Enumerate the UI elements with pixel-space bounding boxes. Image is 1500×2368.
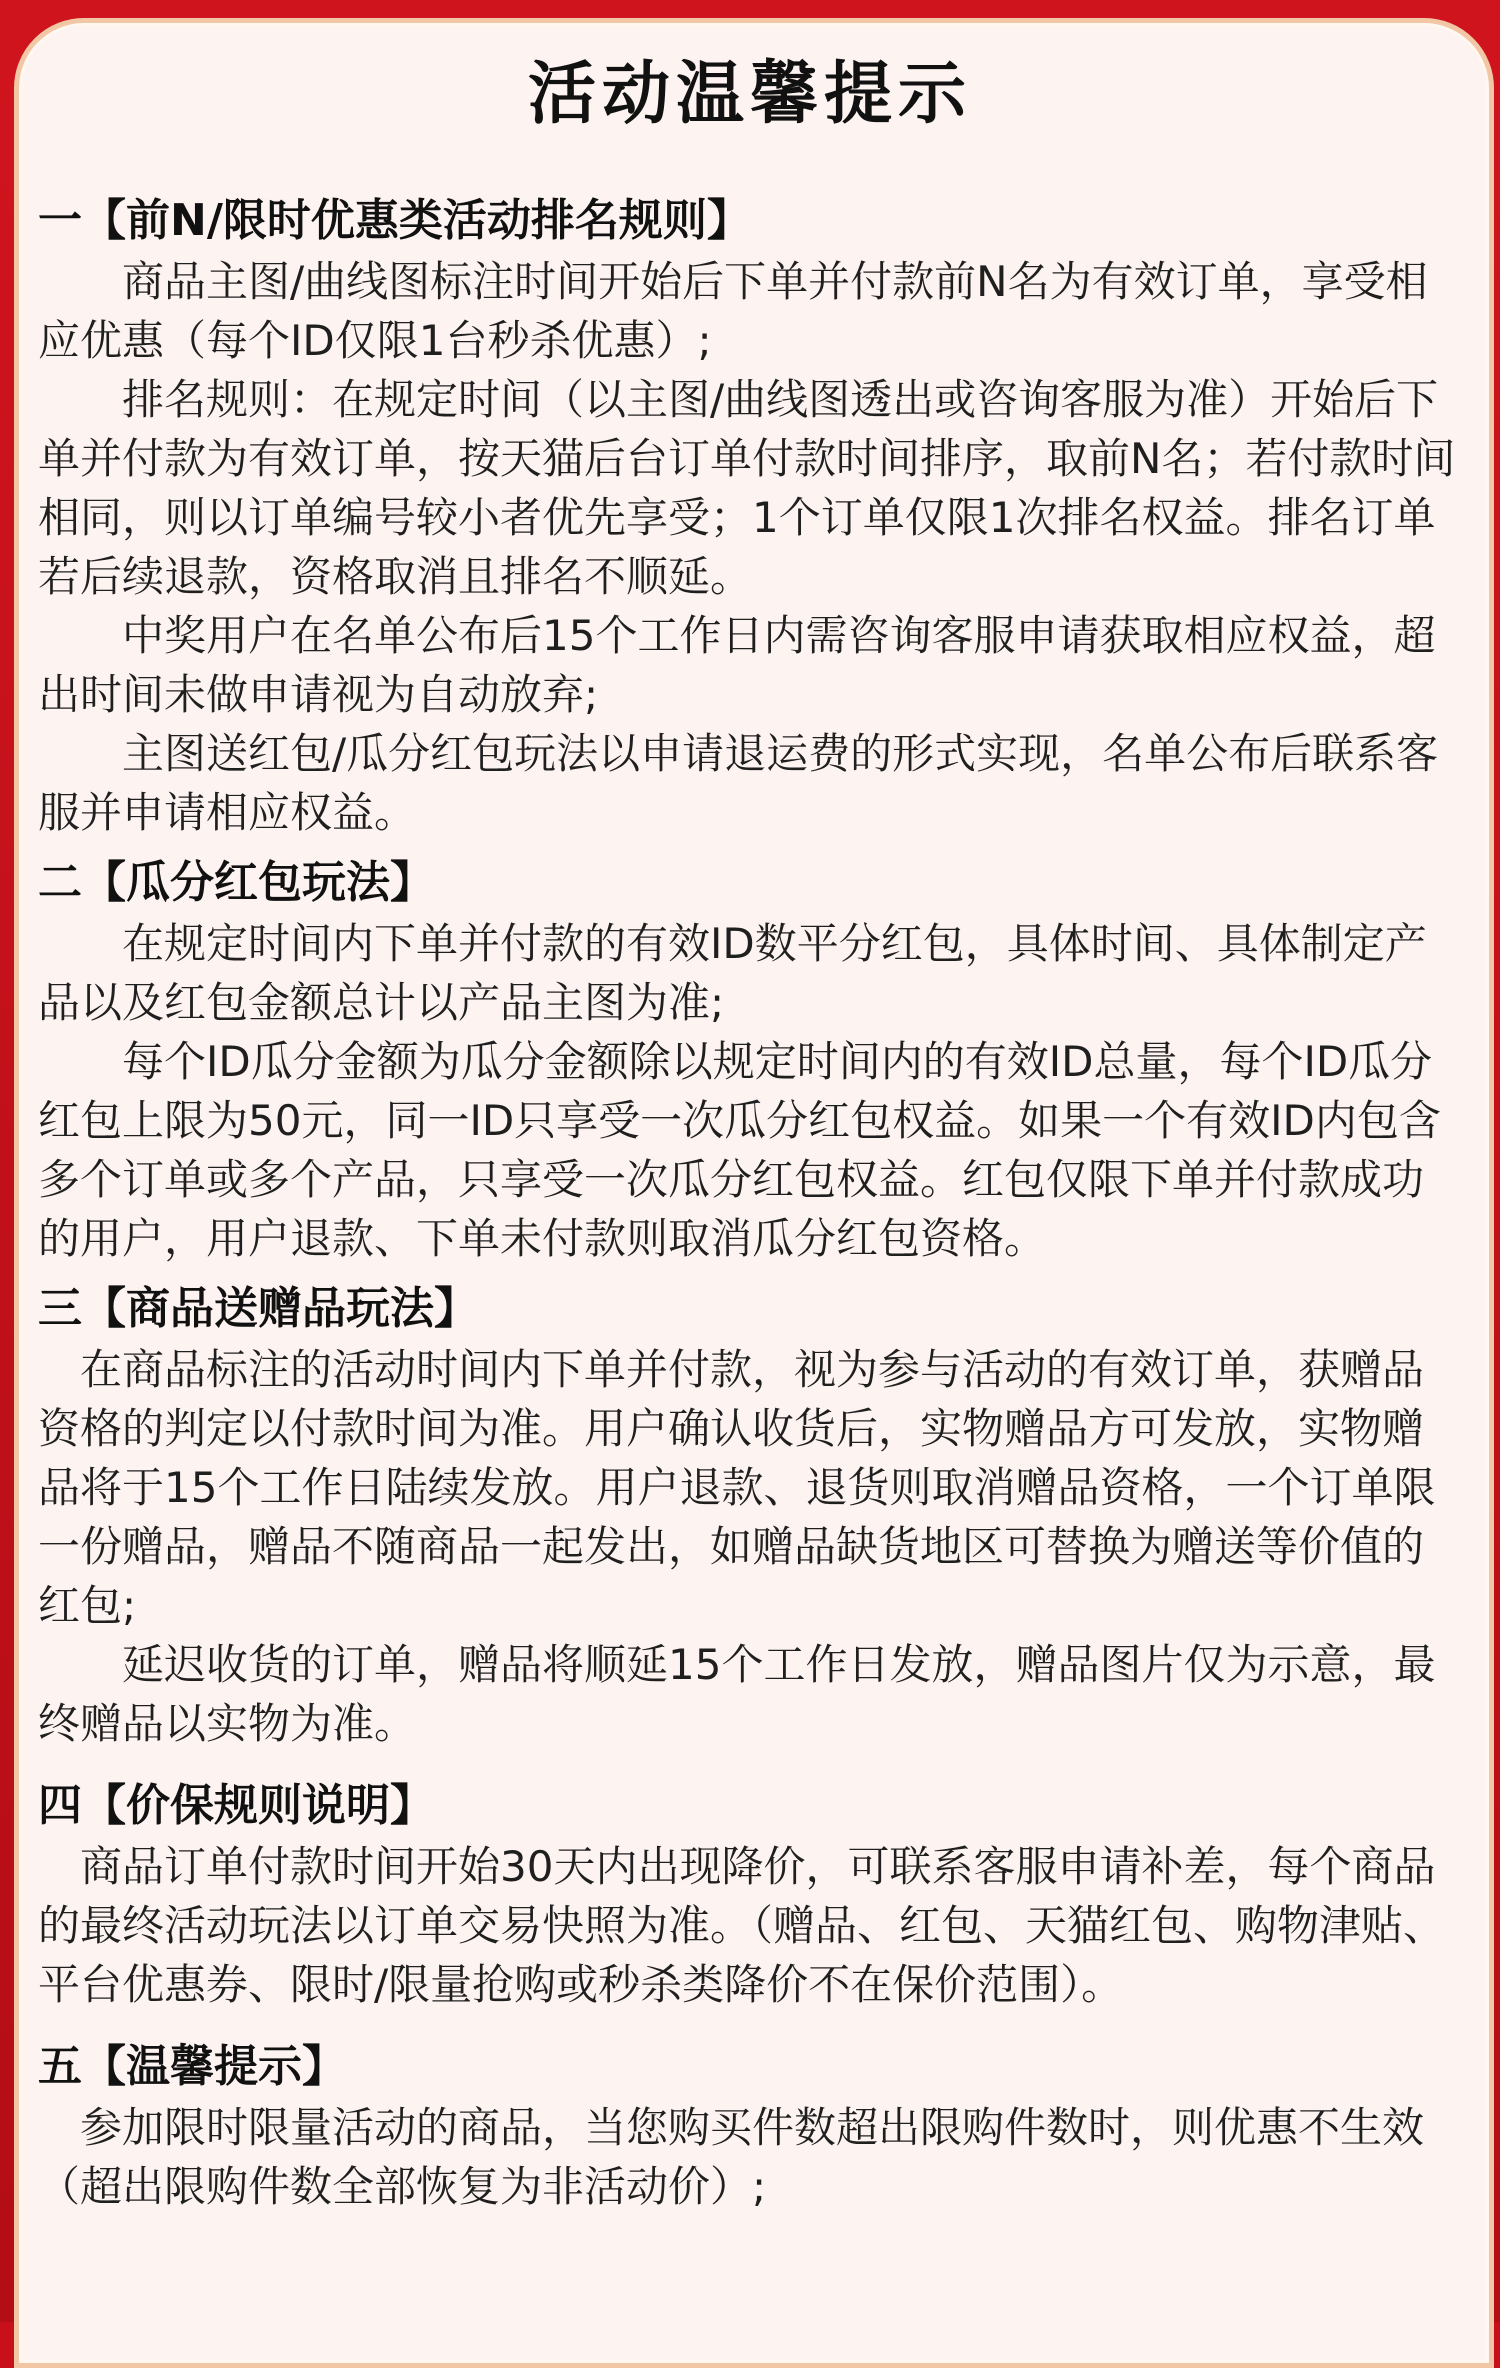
paragraph: 商品主图/曲线图标注时间开始后下单并付款前N名为有效订单，享受相应优惠（每个ID仅限1台秒杀优惠）; <box>38 257 1428 365</box>
paragraph: 参加限时限量活动的商品，当您购买件数超出限购件数时，则优惠不生效（超出限购件数全部恢复为非活动价）; <box>38 2103 1425 2211</box>
page-title: 活动温馨提示 <box>527 55 972 134</box>
section-heading: 一【前N/限时优惠类活动排名规则】 <box>38 195 751 246</box>
section-heading: 五【温馨提示】 <box>38 2041 346 2092</box>
section-heading: 二【瓜分红包玩法】 <box>38 857 434 908</box>
paragraph: 延迟收货的订单，赠品将顺延15个工作日发放，赠品图片仅为示意，最终赠品以实物为准。 <box>38 1640 1436 1748</box>
section-heading: 三【商品送赠品玩法】 <box>38 1283 478 1334</box>
paragraph: 在商品标注的活动时间内下单并付款，视为参与活动的有效订单，获赠品资格的判定以付款时间为准。用户确认收货后，实物赠品方可发放，实物赠品将于15个工作日陆续发放。用户退款、退货则取消赠品资格，一个订单限一份赠品，赠品不随商品一起发出，如赠品缺货地区可替换为赠送等价值的红包; <box>38 1345 1436 1630</box>
section-heading: 四【价保规则说明】 <box>38 1780 434 1831</box>
section-red-packet <box>38 852 1458 1268</box>
paragraph: 每个ID瓜分金额为瓜分金额除以规定时间内的有效ID总量，每个ID瓜分红包上限为50元，同一ID只享受一次瓜分红包权益。如果一个有效ID内包含多个订单或多个产品，只享受一次瓜分红包权益。红包仅限下单并付款成功的用户，用户退款、下单未付款则取消瓜分红包资格。 <box>38 1037 1441 1263</box>
notice-content <box>38 190 1458 2216</box>
section-price-protection <box>38 1775 1458 2014</box>
paragraph: 排名规则：在规定时间（以主图/曲线图透出或咨询客服为准）开始后下单并付款为有效订单，按天猫后台订单付款时间排序，取前N名；若付款时间相同，则以订单编号较小者优先享受；1个订单仅限1次排名权益。排名订单若后续退款，资格取消且排名不顺延。 <box>38 375 1456 601</box>
section-ranking-rules <box>38 190 1458 842</box>
paragraph: 商品订单付款时间开始30天内出现降价，可联系客服申请补差，每个商品的最终活动玩法以订单交易快照为准。（赠品、红包、天猫红包、购物津贴、平台优惠券、限时/限量抢购或秒杀类降价不在保价范围）。 <box>38 1842 1446 2009</box>
section-gift <box>38 1278 1458 1753</box>
paragraph: 在规定时间内下单并付款的有效ID数平分红包，具体时间、具体制定产品以及红包金额总计以产品主图为准; <box>38 919 1427 1027</box>
paragraph: 中奖用户在名单公布后15个工作日内需咨询客服申请获取相应权益，超出时间未做申请视为自动放弃; <box>38 611 1436 719</box>
paragraph: 主图送红包/瓜分红包玩法以申请退运费的形式实现，名单公布后联系客服并申请相应权益。 <box>38 729 1439 837</box>
section-tips <box>38 2036 1458 2216</box>
